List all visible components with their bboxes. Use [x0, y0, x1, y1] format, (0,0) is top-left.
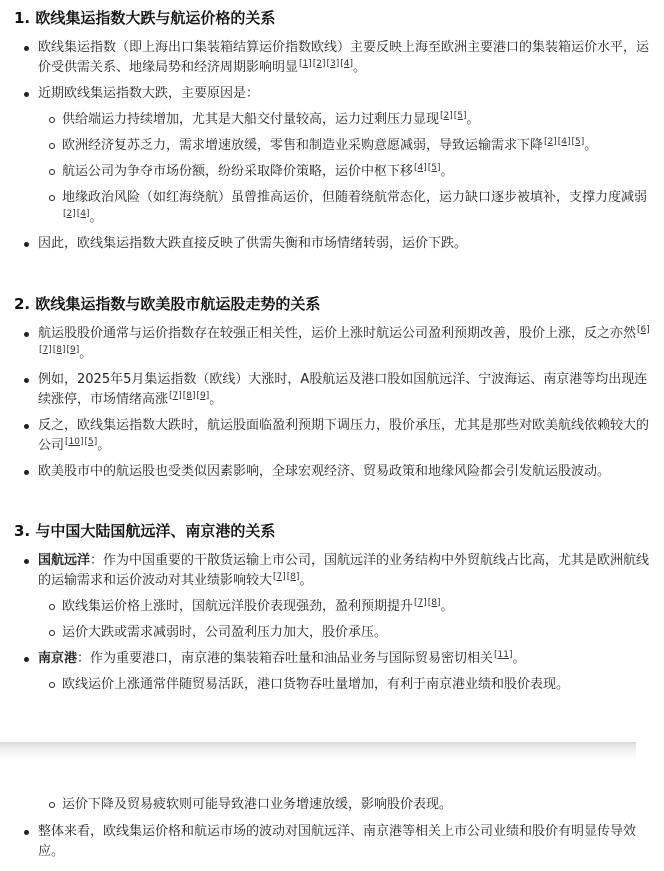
citation-link[interactable]: [8] — [427, 597, 441, 608]
sentence-end: 。 — [89, 210, 103, 225]
section-3 — [0, 521, 664, 695]
citation-link[interactable]: [3] — [326, 58, 340, 69]
citation-link[interactable]: [4] — [340, 58, 354, 69]
item-text: 运价大跌或需求减弱时，公司盈利压力加大，股价承压。 — [62, 625, 388, 640]
sub-list-item — [14, 162, 650, 182]
citation-link[interactable]: [8] — [286, 571, 300, 582]
citation-link[interactable]: [7] — [273, 571, 286, 582]
citation-link[interactable]: [9] — [66, 344, 80, 355]
citation-link[interactable]: [4] — [557, 136, 571, 147]
list-item — [14, 551, 650, 643]
bullet-list — [14, 38, 650, 254]
bullet-list — [14, 324, 650, 482]
bullet-list — [14, 551, 650, 695]
sub-list-item — [14, 675, 650, 695]
sentence-end: 。 — [353, 60, 367, 75]
list-item — [14, 462, 650, 482]
citation-link[interactable]: [2] — [440, 110, 453, 121]
section-1 — [0, 8, 664, 254]
item-text: 航运公司为争夺市场份额，纷纷采取降价策略，运价中枢下移 — [62, 164, 414, 179]
sub-list — [14, 110, 650, 228]
list-item — [14, 324, 650, 364]
item-text: 地缘政治风险（如红海绕航）虽曾推高运价，但随着绕航常态化，运力缺口逐步被填补，支撑力度减弱 — [62, 190, 648, 205]
sub-list — [14, 597, 650, 643]
item-text: 因此，欧线集运指数大跌直接反映了供需失衡和市场情绪转弱，运价下跌。 — [38, 236, 468, 251]
item-text: 反之，欧线集运指数大跌时，航运股面临盈利预期下调压力，股价承压，尤其是那些对欧美航线依赖较大的公司 — [38, 418, 650, 453]
list-item: 运价下降及贸易疲软则可能导致港口业务增速放缓，影响股价表现。 — [14, 795, 650, 815]
item-text: ：作为重要港口，南京港的集装箱吞吐量和油品业务与国际贸易密切相关 — [77, 651, 494, 666]
section-title: 2. 欧线集运指数与欧美股市航运股走势的关系 — [14, 295, 321, 313]
list-item — [14, 234, 650, 254]
sentence-end: 。 — [440, 164, 454, 179]
sentence-end: 。 — [97, 438, 111, 453]
item-text: 例如，2025年5月集运指数（欧线）大涨时，A股航运及港口股如国航远洋、宁波海运、南京港等均出现连续涨停，市场情绪高涨 — [38, 372, 648, 407]
citation-link[interactable]: [1] — [299, 58, 312, 69]
item-text: ：作为中国重要的干散货运输上市公司，国航远洋的业务结构中外贸航线占比高，尤其是欧洲航线的运输需求和运价波动对其业绩影响较大 — [38, 553, 650, 588]
citation-link[interactable]: [8] — [52, 344, 66, 355]
item-text: 欧线运价上涨通常伴随贸易活跃，港口货物吞吐量增加，有利于南京港业绩和股价表现。 — [62, 677, 570, 692]
citation-link[interactable]: [10] — [65, 436, 84, 447]
citation-link[interactable]: [6] — [637, 324, 650, 335]
citation-link[interactable]: [4] — [76, 208, 90, 219]
item-text: 欧洲经济复苏乏力，需求增速放缓，零售和制造业采购意愿减弱，导致运输需求下降 — [62, 138, 544, 153]
sentence-end: 。 — [512, 651, 526, 666]
item-text: 航运股股价通常与运价指数存在较强正相关性，运价上涨时航运公司盈利预期改善，股价上涨，反之亦然 — [38, 326, 637, 341]
section-2 — [0, 294, 664, 482]
summary-item: 整体来看，欧线集运价格和航运市场的波动对国航远洋、南京港等相关上市公司业绩和股价有明显传导效应。 — [14, 822, 650, 862]
sub-list-item — [14, 188, 650, 228]
citation-link[interactable]: [11] — [494, 649, 513, 660]
citation-link[interactable]: [8] — [182, 390, 196, 401]
citation-link[interactable]: [5] — [453, 110, 467, 121]
sub-list-item — [14, 136, 650, 156]
continuation-list — [14, 822, 650, 862]
list-item — [14, 416, 650, 456]
section-title: 3. 与中国大陆国航远洋、南京港的关系 — [14, 522, 276, 540]
list-item — [14, 38, 650, 78]
sentence-end: 。 — [440, 599, 454, 614]
citation-link[interactable]: [7] — [414, 597, 427, 608]
citation-link[interactable]: [2] — [544, 136, 557, 147]
continuation-sublist — [14, 795, 650, 815]
section-title: 1. 欧线集运指数大跌与航运价格的关系 — [14, 9, 276, 27]
citation-link[interactable]: [7] — [169, 390, 182, 401]
citation-link[interactable]: [5] — [427, 162, 441, 173]
list-item — [14, 649, 650, 695]
item-text: 欧美股市中的航运股也受类似因素影响，全球宏观经济、贸易政策和地缘风险都会引发航运股波动。 — [38, 464, 611, 479]
sentence-end: 。 — [299, 573, 313, 588]
sentence-end: 。 — [209, 392, 223, 407]
citation-link[interactable]: [7] — [39, 344, 52, 355]
citation-link[interactable]: [2] — [63, 208, 76, 219]
item-text: 欧线集运价格上涨时，国航远洋股价表现强劲，盈利预期提升 — [62, 599, 414, 614]
list-item — [14, 84, 650, 228]
sub-list — [14, 675, 650, 695]
citation-link[interactable]: [5] — [84, 436, 98, 447]
page-break-divider — [0, 742, 636, 758]
citation-link[interactable]: [4] — [414, 162, 427, 173]
sentence-end: 。 — [584, 138, 598, 153]
sentence-end: 。 — [466, 112, 480, 127]
citation-link[interactable]: [2] — [312, 58, 326, 69]
list-item — [14, 370, 650, 410]
entity-label: 国航远洋 — [38, 553, 91, 568]
citation-link[interactable]: [9] — [196, 390, 210, 401]
citation-link[interactable]: [5] — [571, 136, 585, 147]
sub-list-item — [14, 623, 650, 643]
item-text: 近期欧线集运指数大跌，主要原因是： — [38, 86, 260, 101]
sentence-end: 。 — [79, 346, 93, 361]
item-text: 欧线集运指数（即上海出口集装箱结算运价指数欧线）主要反映上海至欧洲主要港口的集装箱运价水平，运价受供需关系、地缘局势和经济周期影响明显 — [38, 40, 650, 75]
continuation — [0, 795, 664, 862]
item-text: 供给端运力持续增加，尤其是大船交付量较高，运力过剩压力显现 — [62, 112, 440, 127]
sub-list-item — [14, 110, 650, 130]
entity-label: 南京港 — [38, 651, 78, 666]
sub-list-item — [14, 597, 650, 617]
